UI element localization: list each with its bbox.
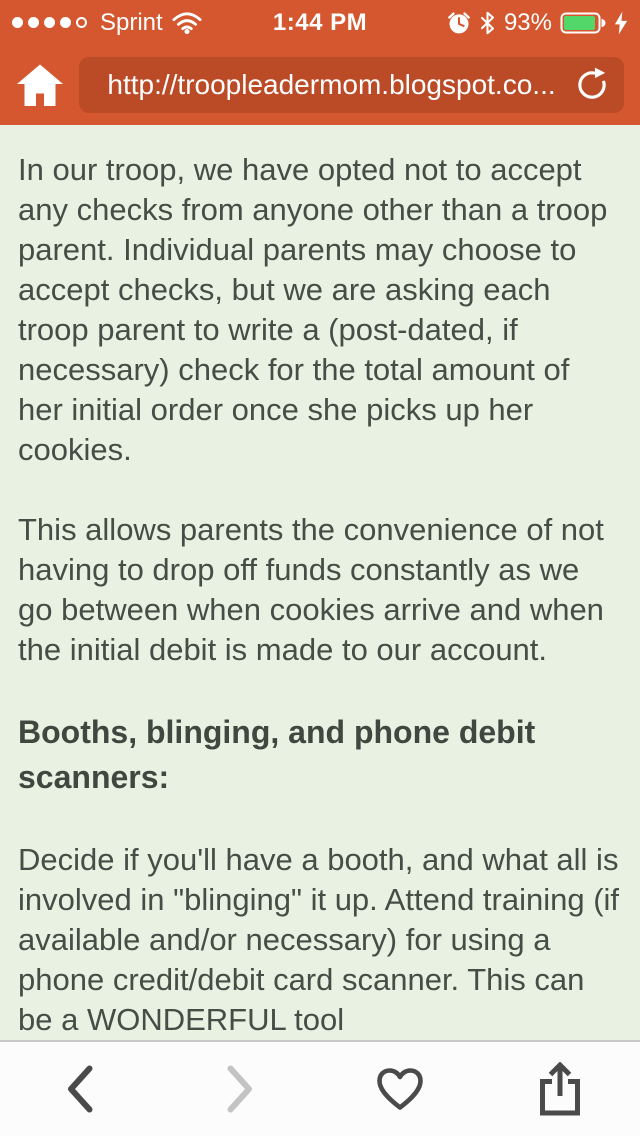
section-heading: Booths, blinging, and phone debit scanners: (18, 714, 536, 795)
clock-label: 1:44 PM (272, 8, 368, 36)
signal-dot (44, 17, 55, 28)
status-bar (0, 0, 640, 45)
carrier-label: Sprint (100, 8, 163, 36)
bluetooth-icon (479, 10, 496, 36)
refresh-button[interactable] (573, 66, 611, 104)
back-chevron-icon (66, 1065, 94, 1113)
battery-percent-label: 93% (503, 8, 552, 36)
share-icon (539, 1062, 581, 1116)
signal-dots-icon (12, 17, 87, 28)
browser-toolbar (0, 45, 640, 125)
share-button[interactable] (515, 1049, 605, 1129)
favorite-button[interactable] (355, 1049, 445, 1129)
home-button[interactable] (16, 63, 64, 107)
bottom-toolbar (0, 1040, 640, 1136)
home-icon (16, 63, 64, 107)
signal-dot-empty (76, 17, 87, 28)
alarm-clock-icon (447, 11, 471, 35)
heart-icon (376, 1067, 424, 1111)
back-button[interactable] (35, 1049, 125, 1129)
forward-chevron-icon (226, 1065, 254, 1113)
body-paragraph: In our troop, we have opted not to accept any checks from anyone other than a troop parent. Individual parents may choose to accept checks, but we are asking each troop parent to write a (post-dated, if necessary) check for the total amount of her initial order once she picks up her cookies. (18, 152, 608, 467)
forward-button[interactable] (195, 1049, 285, 1129)
signal-dot (60, 17, 71, 28)
status-right (447, 9, 628, 37)
charging-bolt-icon (614, 11, 628, 35)
address-bar[interactable] (79, 57, 624, 113)
web-page-content[interactable] (0, 125, 640, 1040)
wifi-icon (172, 11, 202, 34)
signal-dot (12, 17, 23, 28)
url-text: http://troopleadermom.blogspot.co... (107, 69, 556, 100)
body-paragraph: This allows parents the convenience of not having to drop off funds constantly as we go between when cookies arrive and when the initial debit is made to our account. (18, 512, 604, 667)
battery-icon (560, 12, 606, 34)
body-paragraph: Decide if you'll have a booth, and what all is involved in "blinging" it up. Attend training (if available and/or necessary) for using a phone credit/debit card scanner. This can be a WONDERFUL tool (18, 842, 620, 1037)
refresh-icon (573, 66, 611, 104)
signal-dot (28, 17, 39, 28)
status-left (12, 9, 202, 37)
